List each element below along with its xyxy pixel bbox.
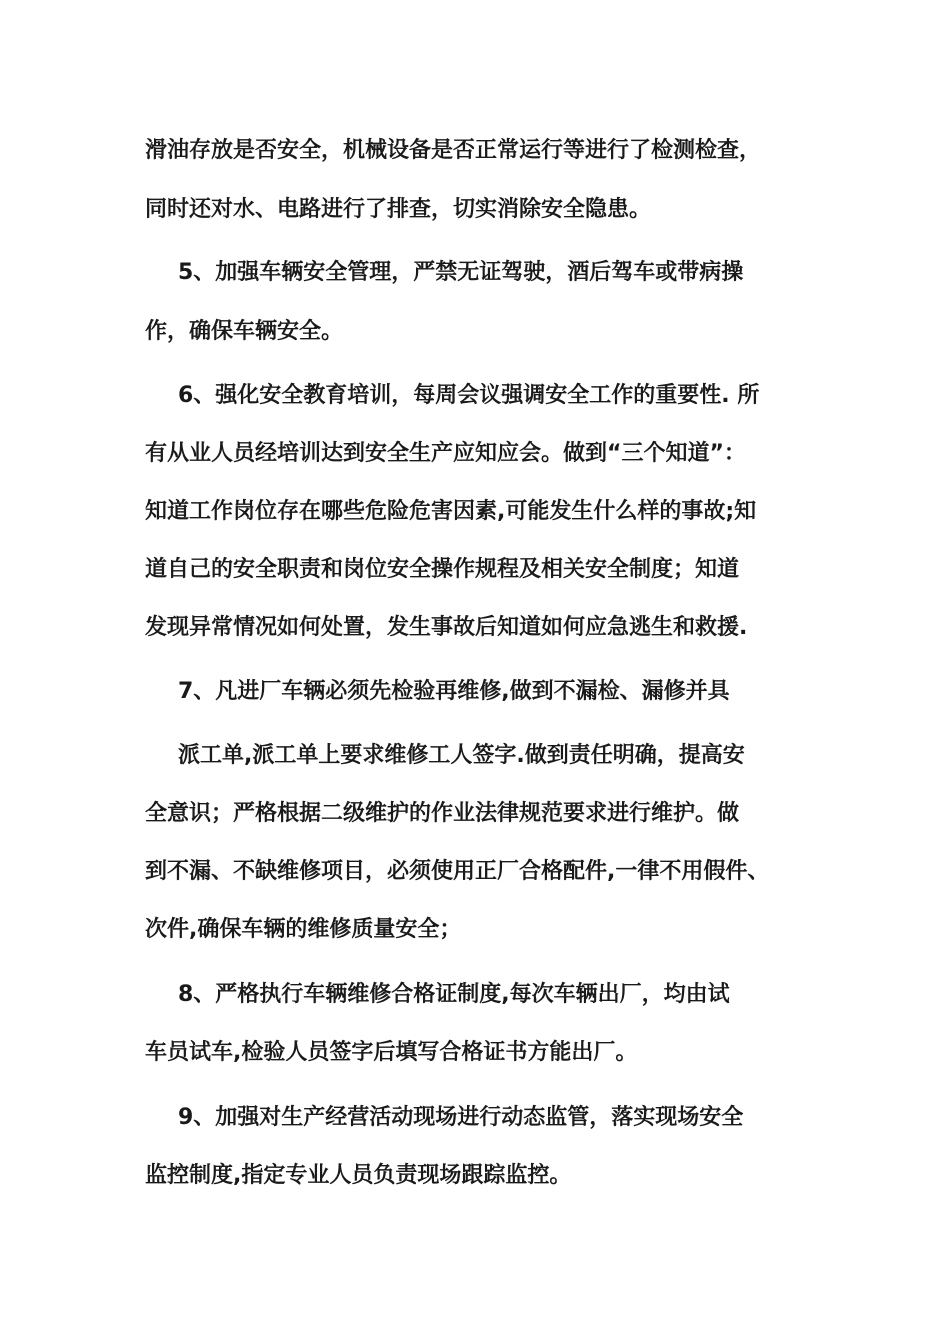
text-line-12: 全意识；严格根据二级维护的作业法律规范要求进行维护。做 [145, 801, 740, 826]
text-line-8: 道自己的安全职责和岗位安全操作规程及相关安全制度；知道 [145, 557, 740, 582]
text-line-13: 到不漏、不缺维修项目，必须使用正厂合格配件,一律不用假件、 [145, 859, 770, 884]
text-line-17: 9、加强对生产经营活动现场进行动态监管，落实现场安全 [178, 1105, 744, 1130]
text-line-6: 有从业人员经培训达到安全生产应知应会。做到“三个知道”： [145, 441, 746, 466]
text-line-10: 7、凡进厂车辆必须先检验再维修,做到不漏检、漏修并具 [178, 679, 730, 704]
text-line-3: 5、加强车辆安全管理，严禁无证驾驶，酒后驾车或带病操 [178, 260, 744, 285]
text-line-7: 知道工作岗位存在哪些危险危害因素,可能发生什么样的事故;知 [145, 499, 757, 524]
text-line-2: 同时还对水、电路进行了排查，切实消除安全隐患。 [145, 197, 652, 222]
text-line-18: 监控制度,指定专业人员负责现场跟踪监控。 [145, 1163, 572, 1188]
text-line-1: 滑油存放是否安全，机械设备是否正常运行等进行了检测检查， [145, 138, 762, 163]
text-line-15: 8、严格执行车辆维修合格证制度,每次车辆出厂，均由试 [178, 982, 730, 1007]
text-line-14: 次件,确保车辆的维修质量安全； [145, 917, 462, 942]
text-line-9: 发现异常情况如何处置，发生事故后知道如何应急逃生和救援. [145, 615, 748, 640]
text-line-5: 6、强化安全教育培训，每周会议强调安全工作的重要性. 所 [178, 383, 760, 408]
text-line-16: 车员试车,检验人员签字后填写合格证书方能出厂。 [145, 1040, 638, 1065]
text-line-11: 派工单,派工单上要求维修工人签字.做到责任明确，提高安 [178, 743, 745, 768]
text-line-4: 作，确保车辆安全。 [145, 319, 344, 344]
